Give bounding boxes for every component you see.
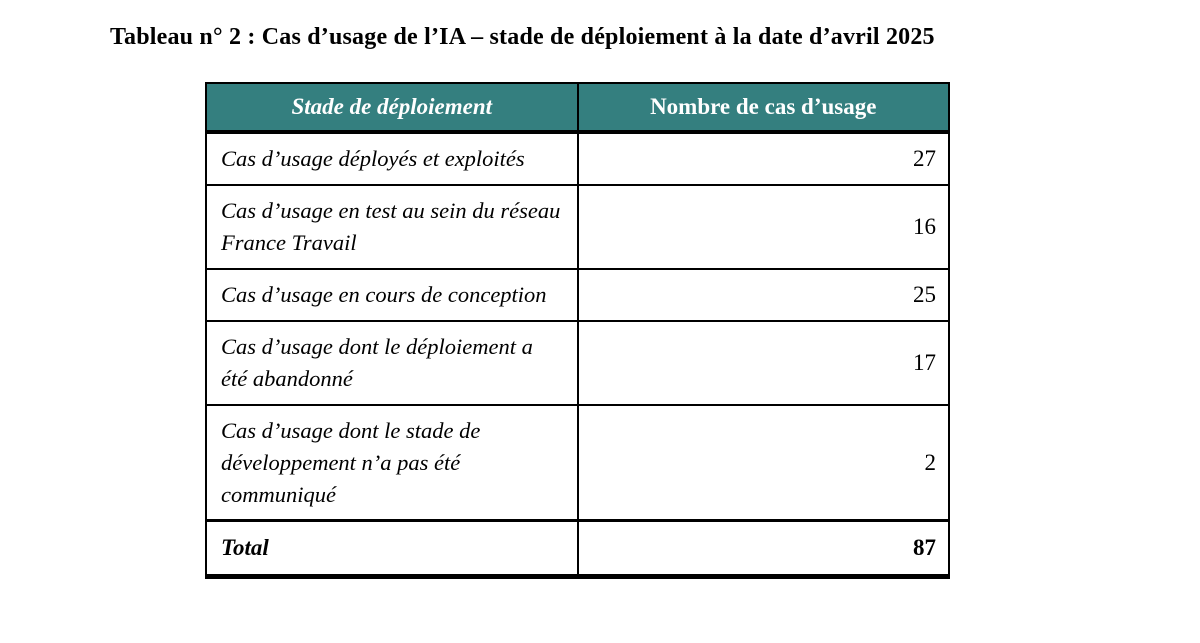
table-header xyxy=(206,83,949,132)
table-caption: Tableau n° 2 : Cas d’usage de l’IA – stade de déploiement à la date d’avril 2025 xyxy=(110,24,935,50)
table-row xyxy=(206,185,949,269)
total-value: 87 xyxy=(578,521,950,577)
row-value: 25 xyxy=(578,269,950,321)
deployment-stage-table xyxy=(205,82,950,579)
total-row xyxy=(206,521,949,577)
column-header-count: Nombre de cas d’usage xyxy=(578,83,950,132)
row-value: 27 xyxy=(578,132,950,185)
row-value: 16 xyxy=(578,185,950,269)
table-body xyxy=(206,132,949,577)
table-row xyxy=(206,132,949,185)
row-label: Cas d’usage dont le déploiement a été abandonné xyxy=(206,321,578,405)
row-label: Cas d’usage déployés et exploités xyxy=(206,132,578,185)
table-row xyxy=(206,269,949,321)
row-value: 2 xyxy=(578,405,950,521)
row-label: Cas d’usage en cours de conception xyxy=(206,269,578,321)
row-label: Cas d’usage en test au sein du réseau France Travail xyxy=(206,185,578,269)
table-row xyxy=(206,321,949,405)
row-label: Cas d’usage dont le stade de développement n’a pas été communiqué xyxy=(206,405,578,521)
total-label: Total xyxy=(206,521,578,577)
header-row xyxy=(206,83,949,132)
column-header-stage: Stade de déploiement xyxy=(206,83,578,132)
row-value: 17 xyxy=(578,321,950,405)
table-row xyxy=(206,405,949,521)
